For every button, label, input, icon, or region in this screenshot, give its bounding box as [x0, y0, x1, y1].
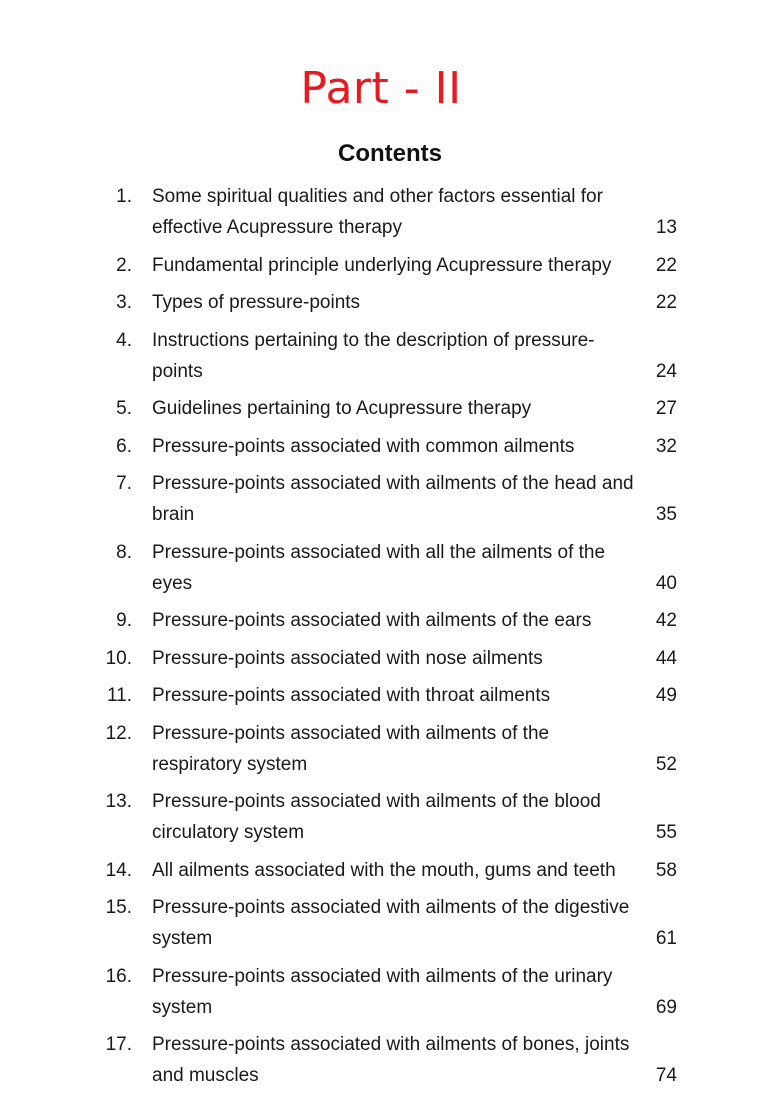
toc-entry-title: Pressure-points associated with ailments of the ears [152, 610, 592, 631]
toc-entry-page: 61 [655, 928, 677, 949]
toc-entry-page: 58 [655, 859, 677, 881]
toc-entry-page: 52 [655, 753, 677, 775]
toc-entry [0, 605, 780, 636]
toc-entry [0, 181, 780, 243]
toc-entry-number: 13. [105, 791, 132, 812]
toc-entry-title: Pressure-points associated with ailments of the urinary system [152, 965, 613, 1018]
toc-entry [0, 250, 780, 281]
toc-entry-page: 74 [655, 1065, 677, 1086]
toc-entry-number: 3. [116, 292, 132, 313]
toc-entry-page: 44 [655, 647, 677, 669]
toc-entry-number: 7. [116, 473, 132, 494]
toc-entry-number: 12. [105, 722, 132, 744]
toc-entry-number: 16. [105, 965, 132, 987]
toc-entry-title: Pressure-points associated with all the ailments of the eyes [152, 541, 606, 594]
toc-entry-page: 13 [655, 217, 677, 238]
table-of-contents [0, 181, 780, 1098]
toc-entry-page: 35 [655, 504, 677, 525]
toc-entry [0, 855, 780, 886]
toc-entry-number: 10. [105, 647, 132, 669]
toc-entry-number: 14. [105, 859, 132, 881]
toc-entry [0, 393, 780, 424]
toc-entry [0, 325, 780, 387]
toc-entry-number: 6. [116, 435, 132, 457]
toc-entry [0, 961, 780, 1023]
toc-entry-title: Pressure-points associated with ailments of the respiratory system [152, 722, 550, 775]
toc-entry [0, 537, 780, 599]
toc-entry-number: 5. [116, 398, 132, 419]
toc-entry-page: 55 [655, 822, 677, 843]
toc-entry-title: Pressure-points associated with ailments of the digestive system [152, 897, 630, 949]
toc-entry-title: Some spiritual qualities and other factors essential for effective Acupressure therapy [152, 186, 603, 238]
toc-entry-title: Instructions pertaining to the description of pressure-points [152, 329, 595, 382]
toc-entry-title: Pressure-points associated with ailments of bones, joints and muscles [152, 1034, 630, 1086]
toc-entry [0, 786, 780, 848]
toc-entry-number: 15. [105, 897, 132, 918]
toc-entry-number: 2. [116, 254, 132, 276]
contents-heading: Contents [338, 140, 442, 167]
toc-entry [0, 1029, 780, 1091]
toc-entry-number: 8. [116, 541, 132, 563]
toc-entry-title: Pressure-points associated with common ailments [152, 435, 575, 457]
toc-entry-title: All ailments associated with the mouth, gums and teeth [152, 859, 616, 881]
toc-entry-page: 22 [655, 254, 677, 276]
toc-entry-title: Pressure-points associated with ailments of the head and brain [152, 473, 634, 525]
toc-entry-number: 4. [116, 329, 132, 351]
toc-entry-number: 9. [116, 610, 132, 631]
toc-entry-title: Types of pressure-points [152, 292, 361, 313]
toc-entry [0, 468, 780, 530]
toc-entry [0, 892, 780, 954]
toc-entry [0, 718, 780, 780]
toc-entry-page: 40 [655, 572, 677, 594]
toc-entry-page: 32 [655, 435, 677, 457]
toc-entry-page: 27 [655, 398, 677, 419]
toc-entry [0, 287, 780, 318]
toc-entry-page: 49 [655, 685, 677, 706]
toc-entry-number: 17. [105, 1034, 132, 1055]
toc-entry-number: 11. [106, 685, 132, 706]
toc-entry [0, 431, 780, 462]
toc-entry-title: Fundamental principle underlying Acupressure therapy [152, 254, 612, 276]
toc-entry-title: Pressure-points associated with throat ailments [152, 685, 551, 706]
toc-entry-title: Pressure-points associated with ailments of the blood circulatory system [152, 791, 601, 843]
toc-entry-page: 24 [655, 360, 677, 382]
part-title: Part - II [300, 63, 462, 114]
toc-entry [0, 643, 780, 674]
toc-entry [0, 680, 780, 711]
toc-entry-number: 1. [116, 186, 132, 207]
toc-entry-title: Guidelines pertaining to Acupressure therapy [152, 398, 532, 419]
toc-entry-page: 42 [655, 610, 677, 631]
toc-entry-title: Pressure-points associated with nose ailments [152, 647, 543, 669]
toc-entry-page: 22 [655, 292, 677, 313]
toc-entry-page: 69 [655, 996, 677, 1018]
